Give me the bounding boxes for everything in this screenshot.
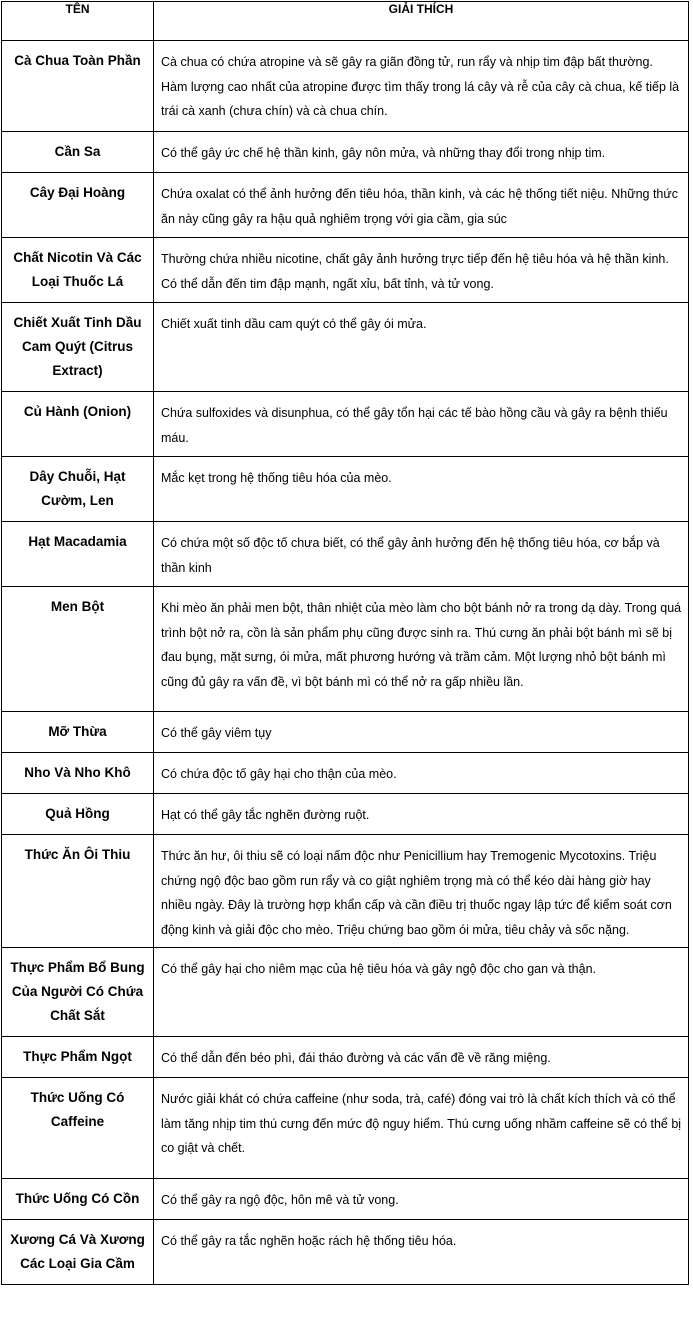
row-name: Củ Hành (Onion) bbox=[2, 392, 154, 457]
table-header-row bbox=[2, 2, 689, 41]
table-row bbox=[2, 712, 689, 753]
table-row bbox=[2, 1179, 689, 1220]
table-row bbox=[2, 1037, 689, 1078]
header-name: TÊN bbox=[2, 2, 154, 41]
row-explanation: Có thể gây ra ngộ độc, hôn mê và tử vong. bbox=[154, 1179, 689, 1220]
table-row bbox=[2, 392, 689, 457]
table-body bbox=[2, 41, 689, 1285]
row-explanation: Chứa sulfoxides và disunphua, có thể gây tổn hại các tế bào hồng cầu và gây ra bệnh thiếu máu. bbox=[154, 392, 689, 457]
row-name: Chiết Xuất Tinh Dầu Cam Quýt (Citrus Extract) bbox=[2, 303, 154, 392]
row-explanation: Có thể gây ra tắc nghẽn hoặc rách hệ thống tiêu hóa. bbox=[154, 1220, 689, 1285]
row-explanation: Chứa oxalat có thể ảnh hưởng đến tiêu hóa, thần kinh, và các hệ thống tiết niệu. Những thức ăn này cũng gây ra hậu quả nghiêm trọng với gia cầm, gia súc bbox=[154, 173, 689, 238]
row-name: Chất Nicotin Và Các Loại Thuốc Lá bbox=[2, 238, 154, 303]
row-explanation: Mắc kẹt trong hệ thống tiêu hóa của mèo. bbox=[154, 457, 689, 522]
table-row bbox=[2, 132, 689, 173]
row-name: Cần Sa bbox=[2, 132, 154, 173]
table-row bbox=[2, 1078, 689, 1179]
row-name: Dây Chuỗi, Hạt Cườm, Len bbox=[2, 457, 154, 522]
row-explanation: Hạt có thể gây tắc nghẽn đường ruột. bbox=[154, 794, 689, 835]
row-name: Thức Ăn Ôi Thiu bbox=[2, 835, 154, 948]
row-explanation: Có chứa độc tố gây hại cho thận của mèo. bbox=[154, 753, 689, 794]
row-explanation: Cà chua có chứa atropine và sẽ gây ra giãn đồng tử, run rẩy và nhịp tim đập bất thường. Hàm lượng cao nhất của atropine được tìm thấy trong lá cây và rễ của cây cà chua, kế tiếp là trái cà xanh (chưa chín) và cà chua chín. bbox=[154, 41, 689, 132]
row-explanation: Có chứa một số độc tố chưa biết, có thể gây ảnh hưởng đến hệ thống tiêu hóa, cơ bắp và thần kinh bbox=[154, 522, 689, 587]
row-name: Hạt Macadamia bbox=[2, 522, 154, 587]
row-explanation: Có thể gây viêm tụy bbox=[154, 712, 689, 753]
row-name: Thực Phẩm Ngọt bbox=[2, 1037, 154, 1078]
row-explanation: Thường chứa nhiều nicotine, chất gây ảnh hưởng trực tiếp đến hệ tiêu hóa và hệ thần kinh. Có thể dẫn đến tim đập mạnh, ngất xỉu, bất tỉnh, và tử vong. bbox=[154, 238, 689, 303]
table-row bbox=[2, 522, 689, 587]
table-row bbox=[2, 794, 689, 835]
row-explanation: Có thể dẫn đến béo phì, đái tháo đường và các vấn đề về răng miệng. bbox=[154, 1037, 689, 1078]
header-explanation: GIẢI THÍCH bbox=[154, 2, 689, 41]
row-name: Cà Chua Toàn Phần bbox=[2, 41, 154, 132]
row-name: Quả Hồng bbox=[2, 794, 154, 835]
row-explanation: Khi mèo ăn phải men bột, thân nhiệt của mèo làm cho bột bánh nở ra trong dạ dày. Trong quá trình bột nở ra, cồn là sản phẩm phụ cũng được sinh ra. Thú cưng ăn phải bột bánh mì sẽ bị đau bụng, mặt sưng, ói mửa, mất phương hướng và trầm cảm. Một lượng nhỏ bột bánh mì cũng đủ gây ra vấn đề, vì bột bánh mì có thể nở ra gấp nhiều lần. bbox=[154, 587, 689, 712]
table-row bbox=[2, 835, 689, 948]
table-row bbox=[2, 303, 689, 392]
row-name: Xương Cá Và Xương Các Loại Gia Cầm bbox=[2, 1220, 154, 1285]
row-explanation: Nước giải khát có chứa caffeine (như soda, trà, café) đóng vai trò là chất kích thích và có thể làm tăng nhịp tim thú cưng đến mức độ nguy hiểm. Thú cưng uống nhầm caffeine sẽ có thể bị co giật và chết. bbox=[154, 1078, 689, 1179]
table-row bbox=[2, 948, 689, 1037]
row-name: Thức Uống Có Caffeine bbox=[2, 1078, 154, 1179]
table-row bbox=[2, 753, 689, 794]
row-name: Mỡ Thừa bbox=[2, 712, 154, 753]
toxic-foods-table bbox=[1, 1, 689, 1285]
row-name: Cây Đại Hoàng bbox=[2, 173, 154, 238]
row-explanation: Thức ăn hư, ôi thiu sẽ có loại nấm độc như Penicillium hay Tremogenic Mycotoxins. Triệu chứng ngộ độc bao gồm run rẩy và co giật nghiêm trọng mà có thể kéo dài hàng giờ hay nhiều ngày. Đây là trường hợp khẩn cấp và cần điều trị thuốc ngay lập tức để kiểm soát cơn động kinh và giải độc cho mèo. Triệu chứng bao gồm ói mửa, tiêu chảy và sốc nặng. bbox=[154, 835, 689, 948]
row-name: Thực Phẩm Bổ Bung Của Người Có Chứa Chất Sắt bbox=[2, 948, 154, 1037]
table-row bbox=[2, 173, 689, 238]
row-name: Men Bột bbox=[2, 587, 154, 712]
row-explanation: Có thể gây hại cho niêm mạc của hệ tiêu hóa và gây ngộ độc cho gan và thận. bbox=[154, 948, 689, 1037]
table-row bbox=[2, 238, 689, 303]
table-row bbox=[2, 41, 689, 132]
row-explanation: Chiết xuất tinh dầu cam quýt có thể gây ói mửa. bbox=[154, 303, 689, 392]
table-row bbox=[2, 457, 689, 522]
row-name: Nho Và Nho Khô bbox=[2, 753, 154, 794]
row-explanation: Có thể gây ức chế hệ thần kinh, gây nôn mửa, và những thay đổi trong nhịp tim. bbox=[154, 132, 689, 173]
table-row bbox=[2, 587, 689, 712]
row-name: Thức Uống Có Cồn bbox=[2, 1179, 154, 1220]
table-row bbox=[2, 1220, 689, 1285]
